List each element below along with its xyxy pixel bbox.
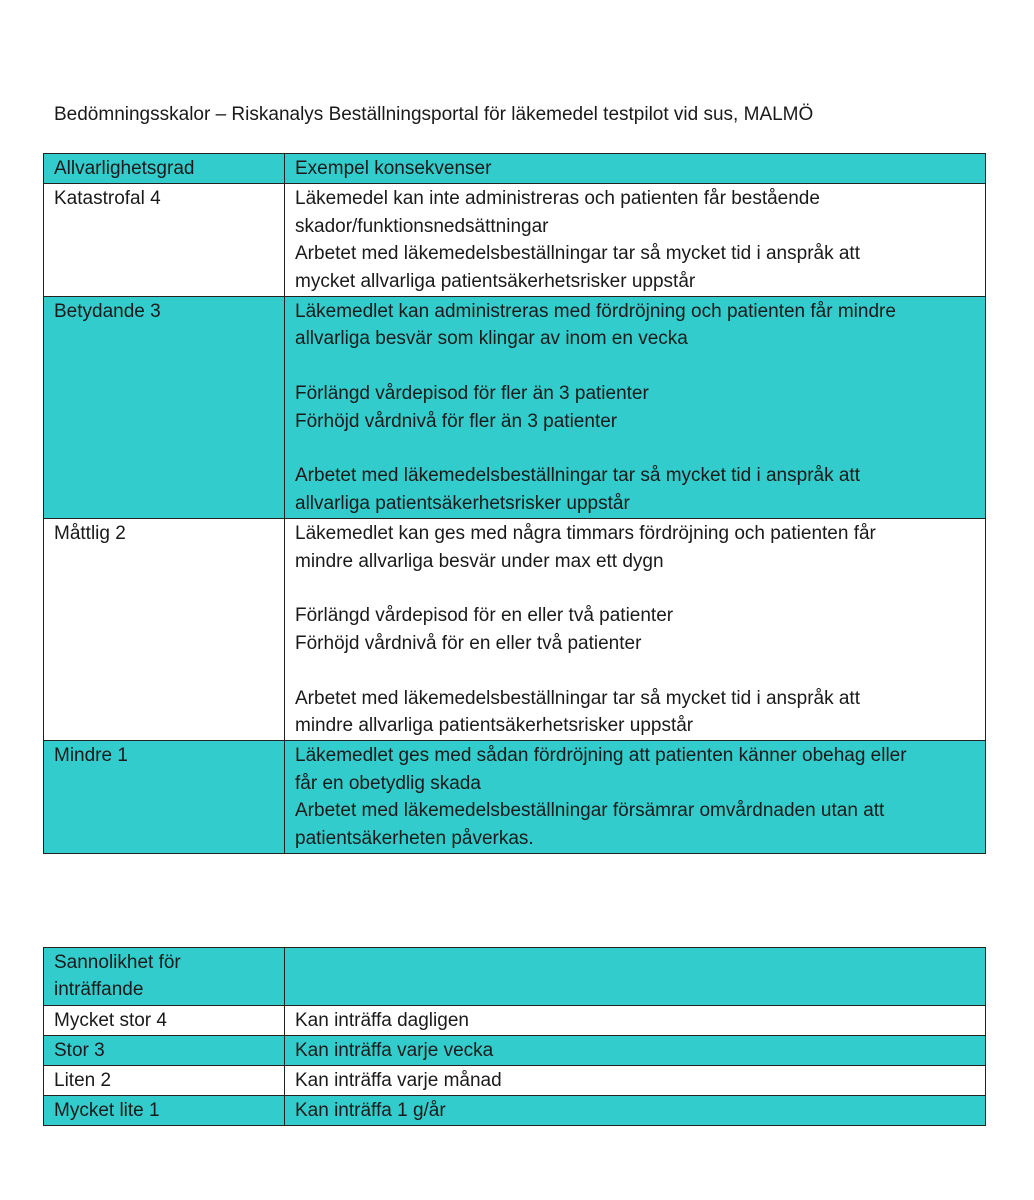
text-line: Förlängd vårdepisod för en eller två patienter — [295, 605, 674, 627]
text-line — [295, 435, 975, 462]
header-empty-cell — [285, 948, 986, 1006]
header-line: Sannolikhet för — [54, 952, 181, 973]
text-line: patientsäkerheten påverkas. — [295, 827, 534, 849]
table-row — [44, 519, 986, 741]
text-line: mindre allvarliga besvär under max ett dygn — [295, 550, 664, 572]
table-row — [44, 297, 986, 519]
table-row — [44, 741, 986, 854]
consequence-text — [285, 297, 986, 519]
table-row — [44, 184, 986, 297]
probability-level: Mycket lite 1 — [44, 1095, 285, 1125]
consequence-text — [285, 184, 986, 297]
probability-level: Mycket stor 4 — [44, 1005, 285, 1035]
header-line: inträffande — [54, 979, 144, 1001]
probability-level: Liten 2 — [44, 1065, 285, 1095]
table-row — [44, 1005, 986, 1035]
probability-header-row — [44, 948, 986, 1006]
table-row — [44, 1095, 986, 1125]
text-line: Läkemedlet ges med sådan fördröjning att patienten känner obehag eller — [295, 745, 907, 767]
text-line: allvarliga besvär som klingar av inom en vecka — [295, 328, 688, 350]
severity-header-row — [44, 154, 986, 184]
text-line: allvarliga patientsäkerhetsrisker uppstår — [295, 492, 630, 514]
table-row — [44, 1035, 986, 1065]
text-line: skador/funktionsnedsättningar — [295, 215, 549, 237]
text-line: Förhöjd vårdnivå för en eller två patienter — [295, 632, 642, 654]
text-line: mindre allvarliga patientsäkerhetsrisker uppstår — [295, 715, 694, 737]
text-line: får en obetydlig skada — [295, 772, 481, 794]
severity-grade: Måttlig 2 — [44, 519, 285, 741]
severity-grade: Mindre 1 — [44, 741, 285, 854]
text-line: Läkemedlet kan administreras med fördröjning och patienten får mindre — [295, 301, 896, 323]
header-severity: Allvarlighetsgrad — [44, 154, 285, 184]
consequence-text — [285, 519, 986, 741]
probability-description: Kan inträffa varje månad — [285, 1065, 986, 1095]
severity-grade: Betydande 3 — [44, 297, 285, 519]
text-line: Arbetet med läkemedelsbeställningar tar så mycket tid i anspråk att — [295, 243, 860, 265]
severity-grade: Katastrofal 4 — [44, 184, 285, 297]
header-probability — [44, 948, 285, 1006]
text-line: Arbetet med läkemedelsbeställningar tar så mycket tid i anspråk att — [295, 687, 860, 709]
text-line — [295, 575, 975, 602]
text-line: Läkemedlet kan ges med några timmars fördröjning och patienten får — [295, 523, 876, 545]
consequence-text — [285, 741, 986, 854]
document-title: Bedömningsskalor – Riskanalys Beställningsportal för läkemedel testpilot vid sus, MALMÖ — [54, 104, 814, 125]
probability-description: Kan inträffa dagligen — [285, 1005, 986, 1035]
text-line — [295, 353, 975, 380]
probability-level: Stor 3 — [44, 1035, 285, 1065]
text-line: Arbetet med läkemedelsbeställningar försämrar omvårdnaden utan att — [295, 800, 885, 822]
probability-description: Kan inträffa varje vecka — [285, 1035, 986, 1065]
text-line — [295, 657, 975, 684]
severity-table — [43, 153, 986, 854]
text-line: Förhöjd vårdnivå för fler än 3 patienter — [295, 410, 618, 432]
text-line: Förlängd vårdepisod för fler än 3 patienter — [295, 383, 649, 405]
text-line: Arbetet med läkemedelsbeställningar tar så mycket tid i anspråk att — [295, 465, 860, 487]
header-consequences: Exempel konsekvenser — [285, 154, 986, 184]
probability-table — [43, 947, 986, 1126]
text-line: mycket allvarliga patientsäkerhetsrisker uppstår — [295, 270, 696, 292]
probability-description: Kan inträffa 1 g/år — [285, 1095, 986, 1125]
text-line: Läkemedel kan inte administreras och patienten får bestående — [295, 188, 820, 210]
table-row — [44, 1065, 986, 1095]
